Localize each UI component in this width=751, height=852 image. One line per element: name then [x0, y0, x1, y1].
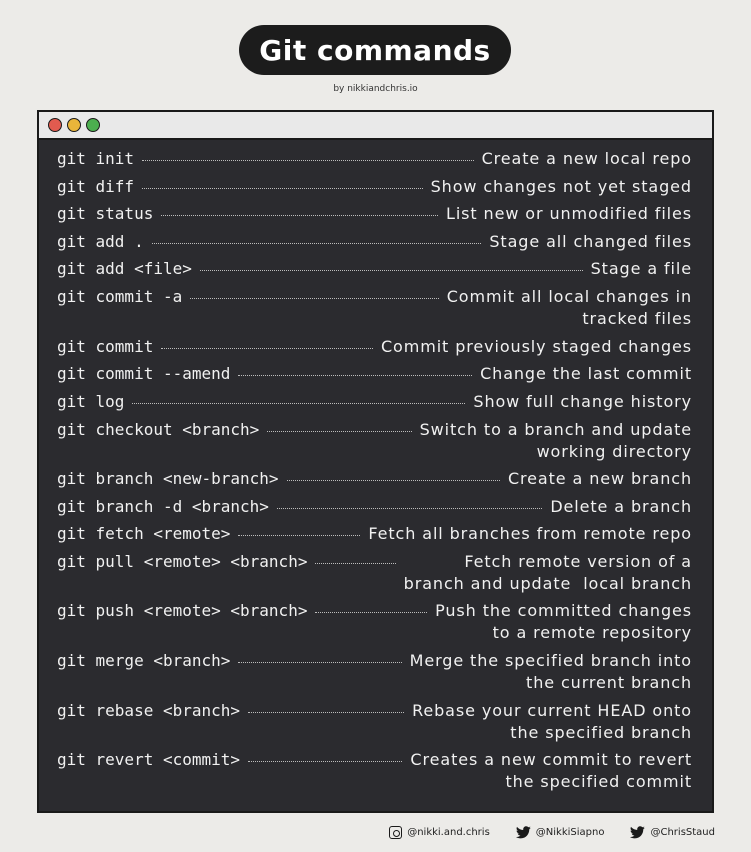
- dotted-leader: [161, 215, 438, 216]
- twitter-icon: [630, 826, 645, 839]
- command-description: Switch to a branch and update working directory: [419, 420, 692, 461]
- command-description: Creates a new commit to revert the specified commit: [410, 750, 692, 791]
- command-text: git branch <new-branch>: [57, 469, 279, 488]
- page-title: Git commands: [239, 25, 511, 75]
- command-row: [57, 496, 692, 518]
- dotted-leader: [200, 270, 583, 271]
- dotted-leader: [152, 243, 482, 244]
- dotted-leader: [142, 160, 474, 161]
- command-row: [57, 176, 692, 198]
- command-description: Rebase your current HEAD onto the specified branch: [412, 701, 692, 742]
- command-row: [57, 363, 692, 385]
- command-description: Stage a file: [590, 259, 692, 278]
- instagram-handle: @nikki.and.chris: [407, 827, 490, 838]
- twitter-handle-chris: @ChrisStaud: [650, 827, 715, 838]
- command-text: git merge <branch>: [57, 651, 231, 670]
- command-row: [57, 231, 692, 253]
- close-window-dot-icon[interactable]: [48, 118, 62, 132]
- command-text: git rebase <branch>: [57, 701, 241, 720]
- command-text: git commit: [57, 337, 154, 356]
- dotted-leader: [248, 712, 404, 713]
- dotted-leader: [161, 348, 373, 349]
- command-description: Merge the specified branch into the current branch: [409, 651, 692, 692]
- twitter-handle-nikki: @NikkiSiapno: [535, 827, 605, 838]
- command-text: git diff: [57, 177, 135, 196]
- command-text: git commit --amend: [57, 364, 231, 383]
- dotted-leader: [238, 535, 360, 536]
- command-text: git log: [57, 392, 125, 411]
- command-text: git checkout <branch>: [57, 420, 260, 439]
- dotted-leader: [315, 563, 395, 564]
- minimize-window-dot-icon[interactable]: [67, 118, 81, 132]
- command-description: Show full change history: [473, 392, 692, 411]
- command-text: git revert <commit>: [57, 750, 241, 769]
- instagram-icon: [389, 826, 402, 839]
- dotted-leader: [267, 431, 411, 432]
- command-row: [57, 700, 692, 744]
- command-row: [57, 336, 692, 358]
- command-list: [39, 140, 712, 811]
- dotted-leader: [132, 403, 465, 404]
- command-text: git pull <remote> <branch>: [57, 552, 308, 571]
- command-description: Create a new local repo: [481, 149, 692, 168]
- command-description: Fetch all branches from remote repo: [368, 524, 692, 543]
- command-row: [57, 286, 692, 330]
- command-row: [57, 258, 692, 280]
- command-row: [57, 203, 692, 225]
- command-description: Stage all changed files: [489, 232, 692, 251]
- command-description: Push the committed changes to a remote repository: [435, 601, 692, 642]
- social-footer: [389, 826, 715, 839]
- command-text: git init: [57, 149, 135, 168]
- command-description: Fetch remote version of a branch and update local branch: [403, 552, 692, 593]
- command-text: git branch -d <branch>: [57, 497, 269, 516]
- twitter-handle-group-2[interactable]: [630, 826, 715, 839]
- command-text: git fetch <remote>: [57, 524, 231, 543]
- command-description: Delete a branch: [550, 497, 692, 516]
- dotted-leader: [287, 480, 500, 481]
- dotted-leader: [248, 761, 402, 762]
- command-row: [57, 523, 692, 545]
- command-row: [57, 391, 692, 413]
- instagram-handle-group[interactable]: [389, 826, 490, 839]
- window-titlebar: [39, 112, 712, 140]
- command-text: git push <remote> <branch>: [57, 601, 308, 620]
- byline: by nikkiandchris.io: [333, 84, 418, 94]
- terminal-window: [37, 110, 714, 813]
- command-row: [57, 749, 692, 793]
- maximize-window-dot-icon[interactable]: [86, 118, 100, 132]
- twitter-handle-group-1[interactable]: [516, 826, 605, 839]
- command-row: [57, 600, 692, 644]
- dotted-leader: [315, 612, 427, 613]
- command-row: [57, 551, 692, 595]
- command-description: Create a new branch: [507, 469, 692, 488]
- command-description: Commit all local changes in tracked files: [446, 287, 692, 328]
- command-row: [57, 148, 692, 170]
- dotted-leader: [277, 508, 542, 509]
- command-text: git add .: [57, 232, 144, 251]
- dotted-leader: [238, 662, 401, 663]
- dotted-leader: [142, 188, 423, 189]
- command-text: git commit -a: [57, 287, 183, 306]
- twitter-icon: [516, 826, 531, 839]
- command-row: [57, 468, 692, 490]
- command-text: git add <file>: [57, 259, 192, 278]
- command-description: Change the last commit: [480, 364, 692, 383]
- command-description: List new or unmodified files: [446, 204, 692, 223]
- command-description: Commit previously staged changes: [380, 337, 692, 356]
- command-row: [57, 419, 692, 463]
- dotted-leader: [238, 375, 472, 376]
- command-description: Show changes not yet staged: [430, 177, 692, 196]
- dotted-leader: [190, 298, 438, 299]
- command-row: [57, 650, 692, 694]
- command-text: git status: [57, 204, 154, 223]
